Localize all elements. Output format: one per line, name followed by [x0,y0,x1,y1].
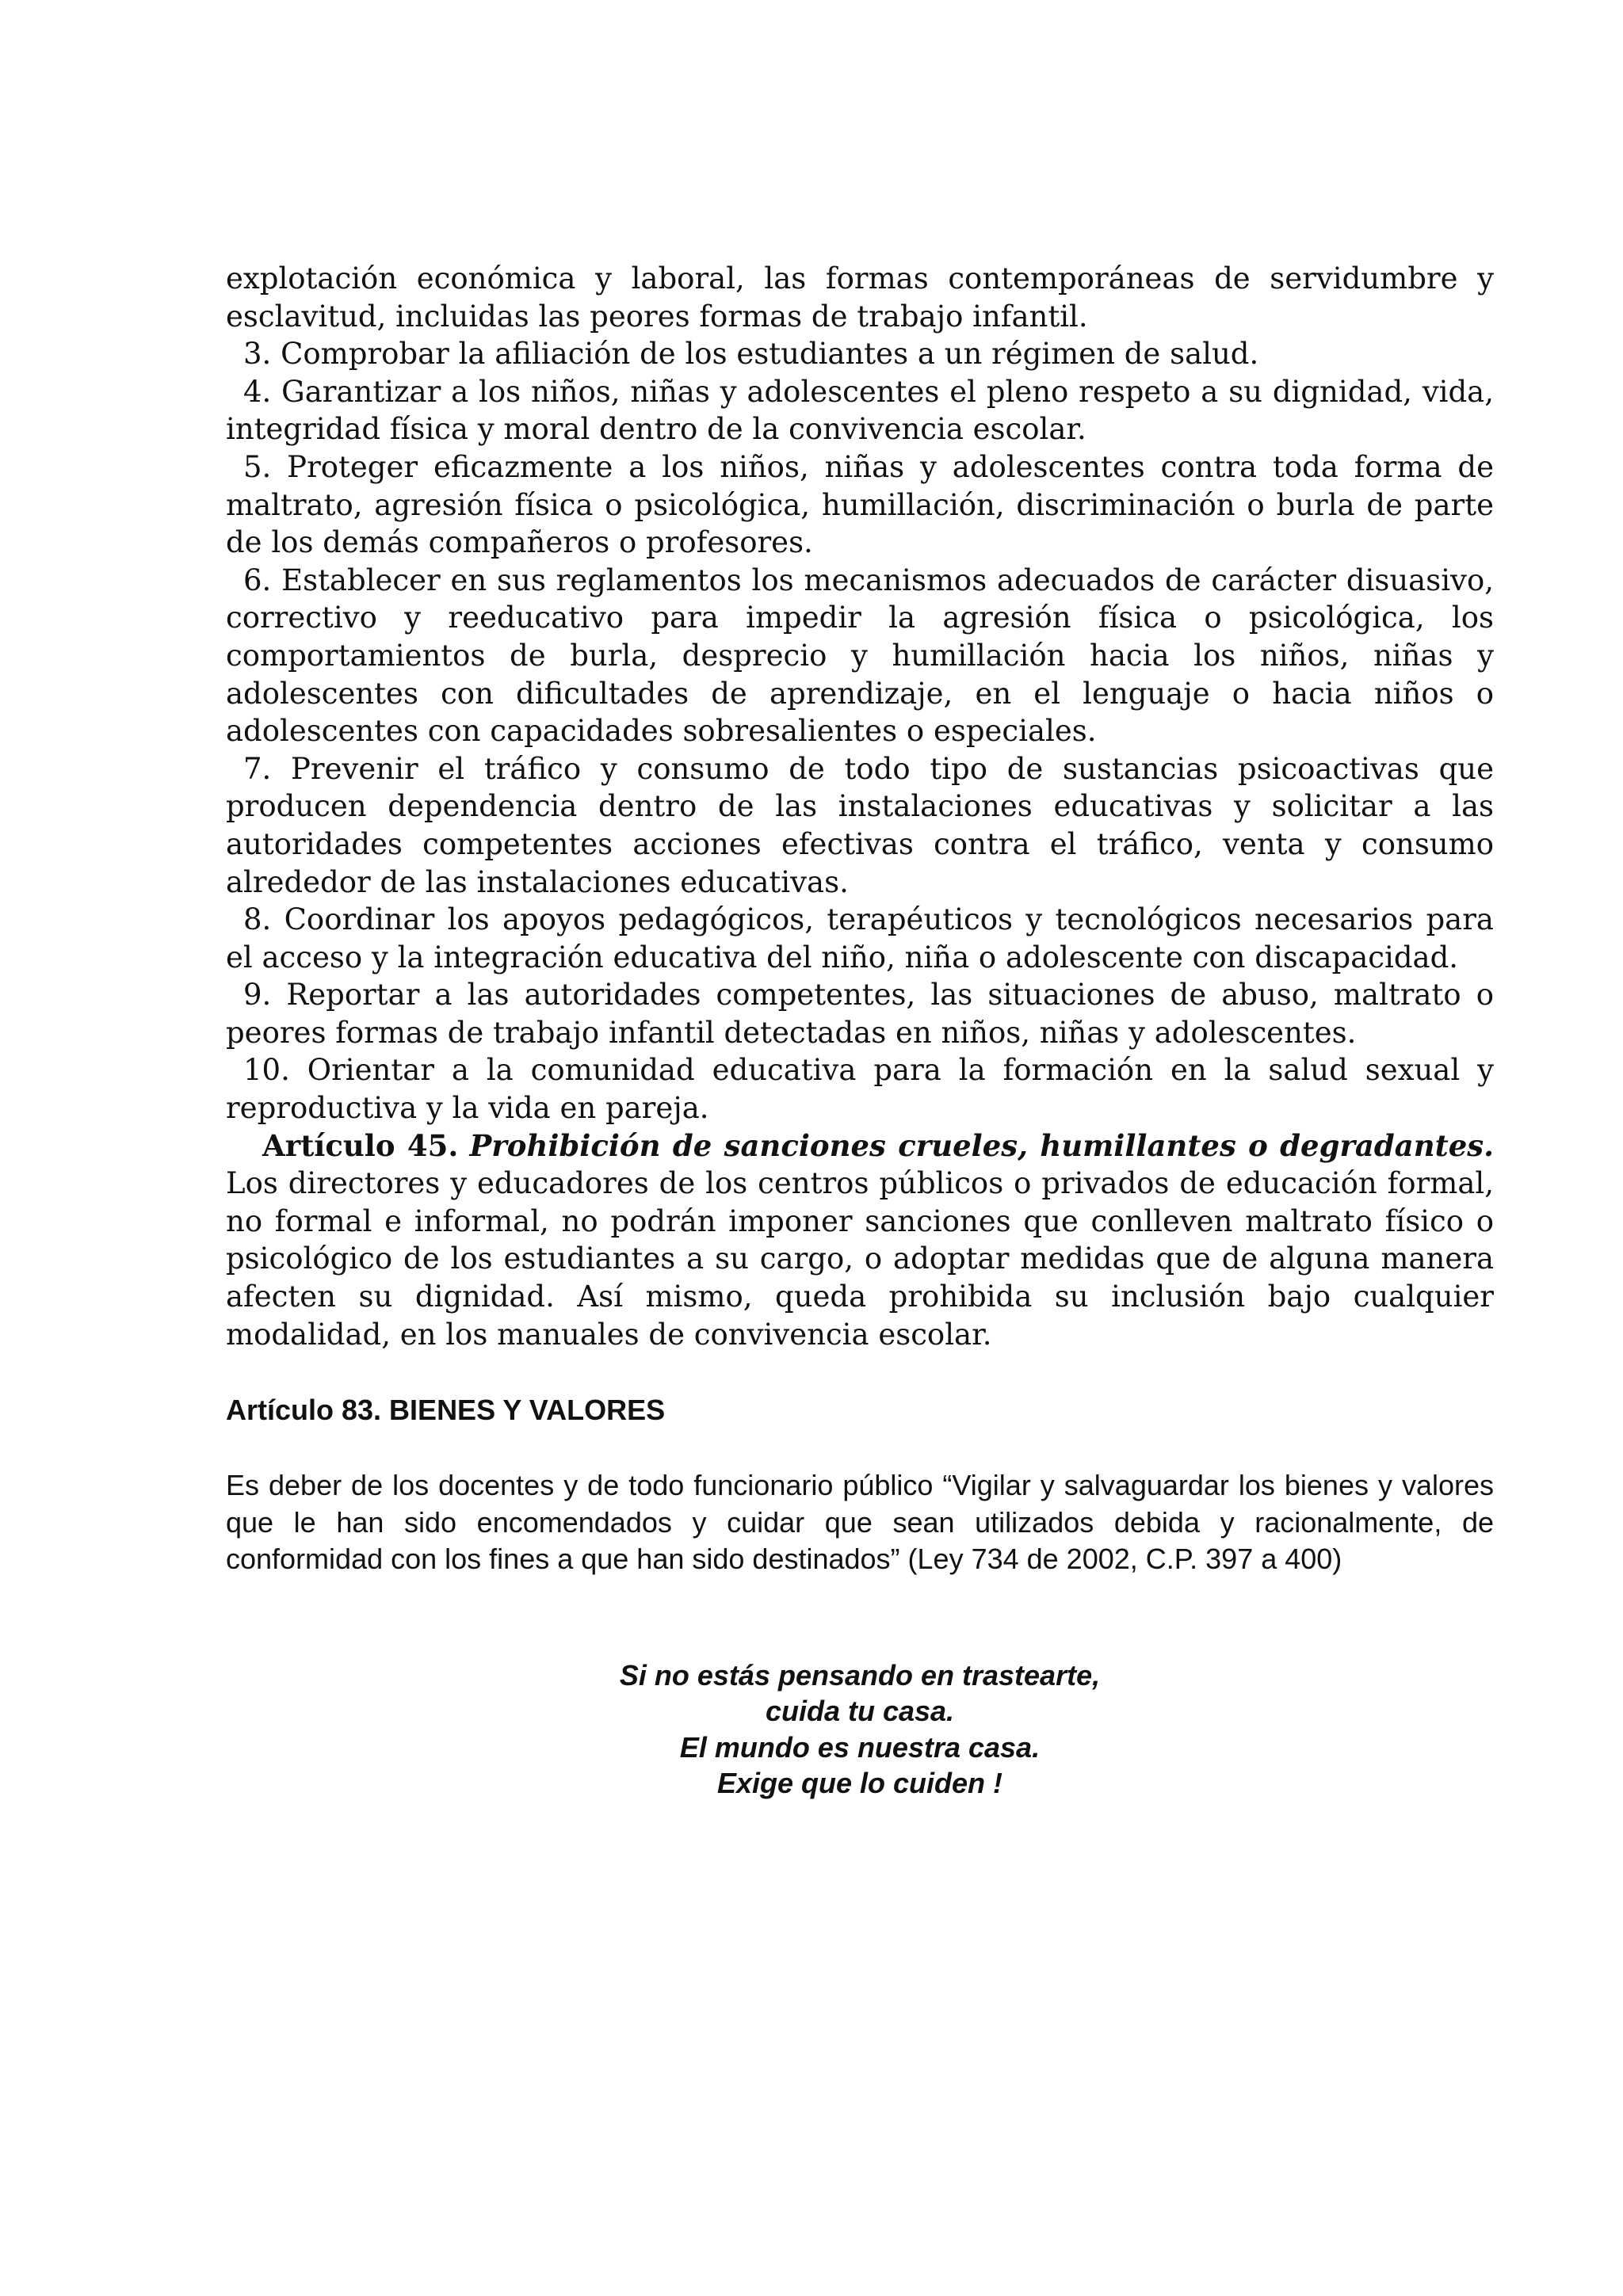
article-45-label: Artículo 45. [262,1127,459,1163]
law-text-block [226,260,1494,1353]
motto-line-4: Exige que lo cuiden ! [716,1767,1003,1800]
list-item-8: 8. Coordinar los apoyos pedagógicos, terapéuticos y tecnológicos necesarios para el acceso y la integración educativa del niño, niña o adolescente con discapacidad. [226,902,1494,974]
list-item-10: 10. Orientar a la comunidad educativa para la formación en la salud sexual y reproductiva y la vida en pareja. [226,1053,1494,1126]
page-content [226,260,1494,1802]
list-item-6: 6. Establecer en sus reglamentos los mecanismos adecuados de carácter disuasivo, correctivo y reeducativo para impedir la agresión física o psicológica, los comportamientos de burla, desprecio y humillación hacia los niños, niñas y adolescentes con dificultades de aprendizaje, en el lenguaje o hacia niños o adolescentes con capacidades sobresalientes o especiales. [226,563,1494,749]
motto-line-3: El mundo es nuestra casa. [679,1730,1041,1764]
list-item-4: 4. Garantizar a los niños, niñas y adolescentes el pleno respeto a su dignidad, vida, integridad física y moral dentro de la convivencia escolar. [226,374,1494,447]
motto-line-2: cuida tu casa. [765,1695,955,1728]
list-item-7: 7. Prevenir el tráfico y consumo de todo tipo de sustancias psicoactivas que producen dependencia dentro de las instalaciones educativas y solicitar a las autoridades competentes acciones efectivas contra el tráfico, venta y consumo alrededor de las instalaciones educativas. [226,751,1494,899]
article-45-paragraph [226,1127,1494,1354]
article-45-text: Los directores y educadores de los centros públicos o privados de educación formal, no formal e informal, no podrán imponer sanciones que conlleven maltrato físico o psicológico de los estudiantes a su cargo, o adoptar medidas que de alguna manera afecten su dignidad. Así mismo, queda prohibida su inclusión bajo cualquier modalidad, en los manuales de convivencia escolar. [226,1166,1494,1352]
list-item-5: 5. Proteger eficazmente a los niños, niñas y adolescentes contra toda forma de maltrato, agresión física o psicológica, humillación, discriminación o burla de parte de los demás compañeros o profesores. [226,449,1494,560]
motto-line-1: Si no estás pensando en trastearte, [619,1658,1101,1691]
article-83-heading: Artículo 83. BIENES Y VALORES [226,1394,666,1427]
article-83-paragraph: Es deber de los docentes y de todo funcionario público “Vigilar y salvaguardar los bienes y valores que le han sido encomendados y cuidar que sean utilizados debida y racionalmente, de conformidad con los fines a que han sido destinados” (Ley 734 de 2002, C.P. 397 a 400) [226,1469,1494,1576]
intro-paragraph: explotación económica y laboral, las formas contemporáneas de servidumbre y esclavitud, incluidas las peores formas de trabajo infantil. [226,261,1494,334]
list-item-3: 3. Comprobar la afiliación de los estudiantes a un régimen de salud. [243,337,1259,372]
article-45-title: Prohibición de sanciones crueles, humillantes o degradantes. [469,1127,1494,1163]
list-item-9: 9. Reportar a las autoridades competentes, las situaciones de abuso, maltrato o peores formas de trabajo infantil detectadas en niños, niñas y adolescentes. [226,978,1494,1050]
closing-motto [226,1657,1494,1802]
